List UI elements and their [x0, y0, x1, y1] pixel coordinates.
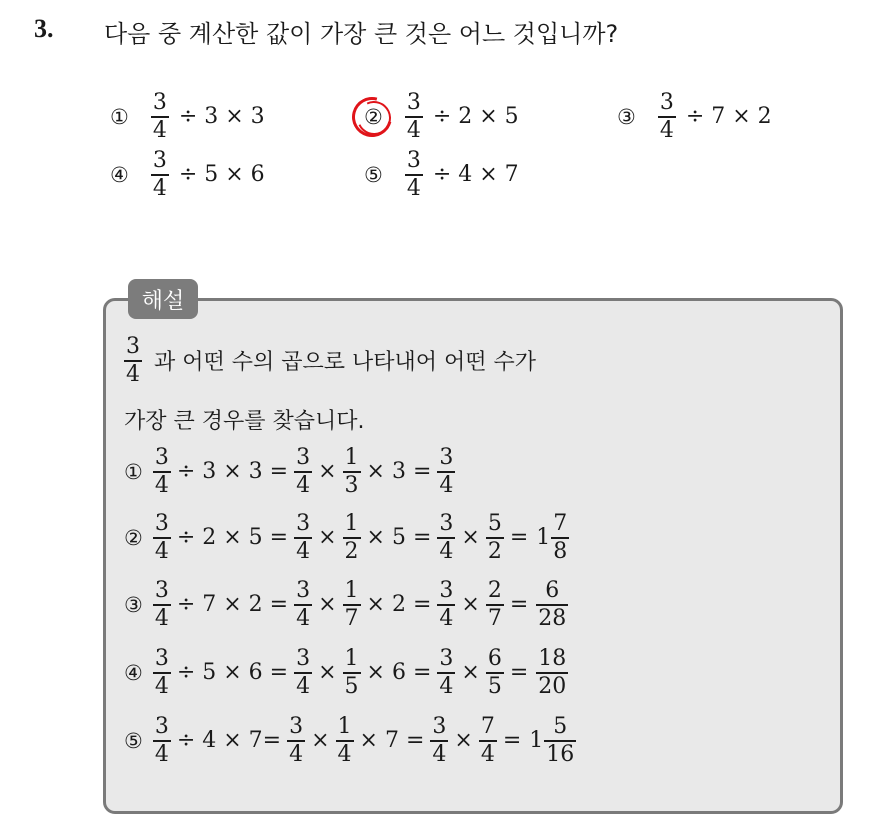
- solution-step-3-result: $\frac{6}{28}$: [538, 578, 567, 631]
- choice-3-marker: ③: [617, 104, 636, 129]
- choice-4-fraction: $\frac{3}{4}$: [152, 148, 167, 201]
- choice-5-fraction: $\frac{3}{4}$: [406, 148, 421, 201]
- choice-4-expression: ÷ 5 × 6: [178, 162, 265, 188]
- choice-1[interactable]: [110, 92, 265, 142]
- solution-step-1: ① $\frac{3}{4}$ ÷ 3 × 3 = $\frac{3}{4}$ × $\frac{1}{3}$ × 3 = $\frac{3}{4}$: [124, 445, 454, 498]
- choice-2-expression: ÷ 2 × 5: [432, 104, 519, 130]
- solution-step-2: ② $\frac{3}{4}$ ÷ 2 × 5 = $\frac{3}{4}$ × $\frac{1}{2}$ × 5 = $\frac{3}{4}$ × $\frac{5}{2}$ = 1 $\frac{7}{8}$: [124, 513, 573, 563]
- choice-1-marker: ①: [110, 104, 129, 129]
- choice-1-fraction: $\frac{3}{4}$: [152, 90, 167, 143]
- solution-step-2-result: 1 $\frac{7}{8}$: [536, 511, 568, 564]
- choice-1-expression: ÷ 3 × 3: [178, 104, 265, 130]
- solution-step-1-result: $\frac{3}{4}$: [439, 445, 454, 498]
- solution-intro-line-1: $\frac{3}{4}$ 과 어떤 수의 곱으로 나타내어 어떤 수가: [126, 334, 536, 387]
- solution-step-4: ④ $\frac{3}{4}$ ÷ 5 × 6 = $\frac{3}{4}$ × $\frac{1}{5}$ × 6 = $\frac{3}{4}$ × $\frac{6}{5}$ = $\frac{18}{20}$: [124, 646, 567, 699]
- solution-step-5-result: 1 $\frac{5}{16}$: [529, 714, 575, 767]
- choice-3-fraction: $\frac{3}{4}$: [659, 90, 674, 143]
- question-text: 다음 중 계산한 값이 가장 큰 것은 어느 것입니까?: [104, 20, 619, 48]
- solution-step-5: ⑤ $\frac{3}{4}$ ÷ 4 × 7= $\frac{3}{4}$ × $\frac{1}{4}$ × 7 = $\frac{3}{4}$ × $\frac{7}{4}$ = 1 $\frac{5}{16}$: [124, 716, 580, 766]
- choice-2-fraction: $\frac{3}{4}$: [406, 90, 421, 143]
- choice-3[interactable]: [617, 92, 772, 142]
- choice-3-expression: ÷ 7 × 2: [685, 104, 772, 130]
- solution-tab-label: 해설: [128, 279, 198, 319]
- choice-5[interactable]: [364, 150, 519, 200]
- choice-5-expression: ÷ 4 × 7: [432, 162, 519, 188]
- question-number: 3.: [34, 14, 54, 43]
- choice-4-marker: ④: [110, 162, 129, 187]
- solution-step-4-result: $\frac{18}{20}$: [538, 646, 567, 699]
- choice-5-marker: ⑤: [364, 162, 383, 187]
- choice-2-marker: ②: [364, 104, 383, 129]
- solution-step-3: ③ $\frac{3}{4}$ ÷ 7 × 2 = $\frac{3}{4}$ × $\frac{1}{7}$ × 2 = $\frac{3}{4}$ × $\frac{2}{7}$ = $\frac{6}{28}$: [124, 578, 567, 631]
- solution-intro-fraction: $\frac{3}{4}$: [126, 334, 140, 387]
- solution-intro-line-2: 가장 큰 경우를 찾습니다.: [124, 409, 365, 434]
- choice-4[interactable]: [110, 150, 265, 200]
